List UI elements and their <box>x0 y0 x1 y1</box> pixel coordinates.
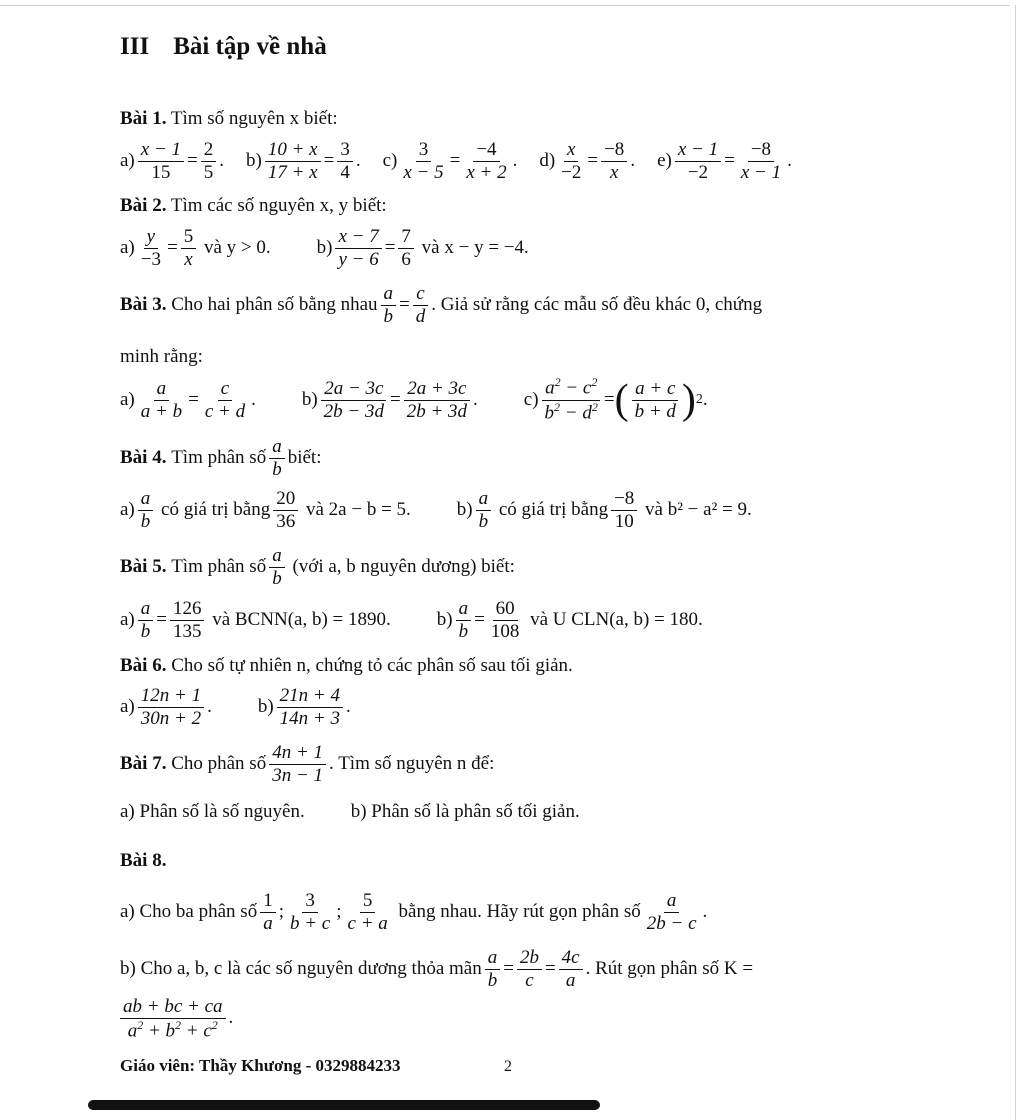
problem-2-items: a) y −3 = 5 x và y > 0. b) x − 7 y − 6 = 7 6 và x − y = −4. <box>120 226 529 271</box>
problem-2: Bài 2. Tìm các số nguyên x, y biết: <box>120 195 387 217</box>
section-heading: III Bài tập về nhà <box>120 33 327 60</box>
home-indicator[interactable] <box>88 1100 600 1110</box>
problem-3: Bài 3. Cho hai phân số bằng nhau a b = c d . Giả sử rằng các mẫu số đều khác 0, chứng <box>120 282 763 327</box>
right-border <box>1015 5 1016 1120</box>
problem-8-a: a) Cho ba phân số 1 a ; 3 b + c ; 5 c + a bằng nhau. Hãy rút gọn phân số a 2b − c . <box>120 890 708 935</box>
problem-7-items: a) Phân số là số nguyên. b) Phân số là phân số tối giản. <box>120 800 580 822</box>
problem-8-b: b) Cho a, b, c là các số nguyên dương thỏa mãn a b = 2b c = 4c a . Rút gọn phân số K = <box>120 947 754 991</box>
problem-4-items: a) a b có giá trị bằng 20 36 và 2a − b = 5. b) a b có giá trị bằng −8 10 và b² − a² = 9. <box>120 488 752 533</box>
problem-8-b-expression: ab + bc + ca $a^2 + b^2 + c^2$ . <box>120 996 910 1042</box>
problem-6: Bài 6. Cho số tự nhiên n, chứng tỏ các phân số sau tối giản. <box>120 654 573 676</box>
footer-teacher: Giáo viên: Thầy Khương - 0329884233 <box>120 1056 401 1075</box>
problem-6-items: a) 12n + 1 30n + 2 . b) 21n + 4 14n + 3 . <box>120 685 351 730</box>
worksheet-page: III Bài tập về nhà Bài 1. Tìm số nguyên x biết: a) x − 1 15 = 2 5 . b) 10 + x 17 + x = 3 4 . c) 3 x − 5 = −4 x + 2 . d) x −2 = −8 x . e) x − 1 −2 = −8 x − 1 . Bài 2. Tìm các số nguyên x, y biết: a) y −3 = 5 x và y > 0. b) x − 7 y − 6 = 7 6 và x − y = −4. Bài 3. Cho hai phân số bằng nhau a b = c d . Giả sử rằng các mẫu số đều khác 0, chứng minh rằng: a) a a + b = c c + d . b) 2a − 3c 2b − 3d = 2a + 3c 2b + 3d . c) $a^2 - c^2$ $b^2 - d^2$ = ( a + c b + d ) 2 . Bài 4. Tìm phân số a b biết: a) a b có giá trị bằng 20 36 và 2a − b = 5. b) a b có giá trị bằng −8 10 và b² − a² = 9. Bài 5. Tìm phân số a b (với a, b nguyên dương) biết: a) a b = 126 135 và BCNN(a, b) = 1890. b) a b = 60 108 và U CLN(a, b) = 180. Bài 6. Cho số tự nhiên n, chứng tỏ các phân số sau tối giản. a) 12n + 1 30n + 2 . b) 21n + 4 14n + 3 . Bài 7. Cho phân số 4n + 1 3n − 1 . Tìm số nguyên n để: a) Phân số là số nguyên. b) Phân số là phân số tối giản. Bài 8. a) Cho ba phân số 1 a ; 3 b + c ; 5 c + a bằng nhau. Hãy rút gọn phân số a 2b − c . b) Cho a, b, c là các số nguyên dương thỏa mãn a b = 2b c = 4c a . Rút gọn phân số K = ab + bc + ca $a^2 + b^2 + c^2$ . <box>120 32 910 1054</box>
problem-4: Bài 4. Tìm phân số a b biết: <box>120 435 322 480</box>
problem-7: Bài 7. Cho phân số 4n + 1 3n − 1 . Tìm số nguyên n để: <box>120 742 495 786</box>
problem-5: Bài 5. Tìm phân số a b (với a, b nguyên dương) biết: <box>120 545 515 590</box>
problem-1-items: a) x − 1 15 = 2 5 . b) 10 + x 17 + x = 3 4 . c) 3 x − 5 = −4 x + 2 . d) x −2 = −8 x . e) x − 1 −2 = −8 x − 1 . <box>120 138 792 183</box>
problem-3-items: a) a a + b = c c + d . b) 2a − 3c 2b − 3d = 2a + 3c 2b + 3d . c) $a^2 - c^2$ $b^2 - d^2$ = ( a + c b + d ) 2 . <box>120 375 708 424</box>
problem-5-items: a) a b = 126 135 và BCNN(a, b) = 1890. b) a b = 60 108 và U CLN(a, b) = 180. <box>120 597 703 642</box>
top-border <box>0 5 1010 6</box>
page-number: 2 <box>504 1058 512 1075</box>
problem-8: Bài 8. <box>120 849 167 871</box>
problem-1: Bài 1. Tìm số nguyên x biết: <box>120 108 338 129</box>
